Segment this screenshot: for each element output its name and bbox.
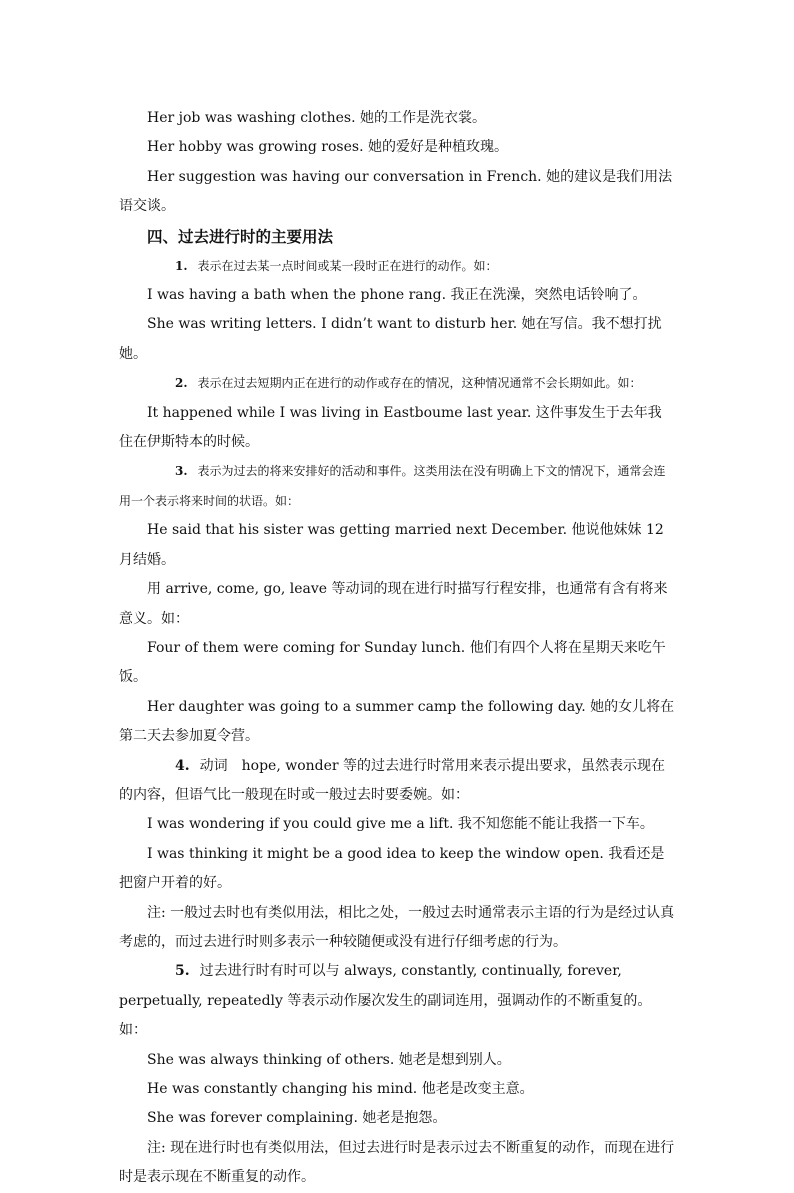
usage-number: 2. — [175, 376, 188, 391]
example-sentence: I was having a bath when the phone rang. 我正在洗澡，突然电话铃响了。 — [147, 287, 647, 304]
example-sentence: Her daughter was going to a summer camp the following day. 她的女儿将在第二天去参加夏令营。 — [119, 698, 675, 745]
example-sentence: She was writing letters. I didn’t want to disturb her. 她在写信。我不想打扰她。 — [119, 316, 662, 362]
usage-number: 5. — [175, 963, 190, 980]
usage-note: 注: 一般过去时也有类似用法，相比之处，一般过去时通常表示主语的行为是经过认真考虑的，而过去进行时则多表示一种较随便或没有进行仔细考虑的行为。 — [119, 904, 675, 950]
usage-text: 动词 hope, wonder 等的过去进行时常用来表示提出要求，虽然表示现在的内容，但语气比一般现在时或一般过去时要委婉。如： — [119, 757, 666, 803]
usage-item-4 — [119, 752, 675, 811]
usage-text: 过去进行时有时可以与 always, constantly, continually, forever, perpetually, repeatedly 等表示动作屡次发生的副词连用，强调动作的不断重复的。如： — [119, 963, 652, 1039]
usage-text: 表示在过去短期内正在进行的动作或存在的情况，这种情况通常不会长期如此。如： — [197, 376, 642, 391]
usage-number: 1. — [175, 258, 188, 273]
example-sentence: He was constantly changing his mind. 他老是改变主意。 — [147, 1081, 534, 1097]
example-sentence: It happened while I was living in Eastboume last year. 这件事发生于去年我住在伊斯特本的时候。 — [119, 404, 662, 451]
example-sentence: Four of them were coming for Sunday lunch. 他们有四个人将在星期天来吃午饭。 — [119, 639, 666, 686]
example-sentence: I was wondering if you could give me a lift. 我不知您能不能让我搭一下车。 — [147, 816, 654, 833]
usage-note: 用 arrive, come, go, leave 等动词的现在进行时描写行程安排，也通常有含有将来意义。如： — [119, 581, 668, 627]
usage-item-1 — [119, 252, 675, 281]
example-sentence: He said that his sister was getting married next December. 他说他妹妹 12 月结婚。 — [119, 522, 664, 568]
usage-number: 3. — [175, 464, 188, 479]
example-sentence: I was thinking it might be a good idea to keep the window open. 我看还是把窗户开着的好。 — [119, 845, 665, 892]
example-sentence: She was always thinking of others. 她老是想到别人。 — [147, 1051, 511, 1068]
usage-text: 表示在过去某一点时间或某一段时正在进行的动作。如： — [197, 258, 498, 273]
example-sentence: She was forever complaining. 她老是抱怨。 — [147, 1110, 447, 1127]
usage-note: 注: 现在进行时也有类似用法，但过去进行时是表示过去不断重复的动作，而现在进行时是表示现在不断重复的动作。 — [119, 1139, 675, 1186]
usage-item-3 — [119, 457, 675, 516]
example-paragraph: Her job was washing clothes. 她的工作是洗衣裳。 — [147, 110, 486, 126]
usage-text: 表示为过去的将来安排好的活动和事件。这类用法在没有明确上下文的情况下，通常会连用一个表示将来时间的状语。如： — [119, 464, 666, 508]
example-paragraph: Her hobby was growing roses. 她的爱好是种植玫瑰。 — [147, 139, 508, 156]
usage-number: 4. — [175, 757, 190, 774]
usage-item-5 — [119, 957, 675, 1045]
example-paragraph: Her suggestion was having our conversation in French. 她的建议是我们用法语交谈。 — [119, 168, 673, 215]
document-page — [119, 104, 675, 1193]
section-heading: 四、过去进行时的主要用法 — [147, 226, 334, 246]
usage-item-2 — [119, 369, 675, 398]
